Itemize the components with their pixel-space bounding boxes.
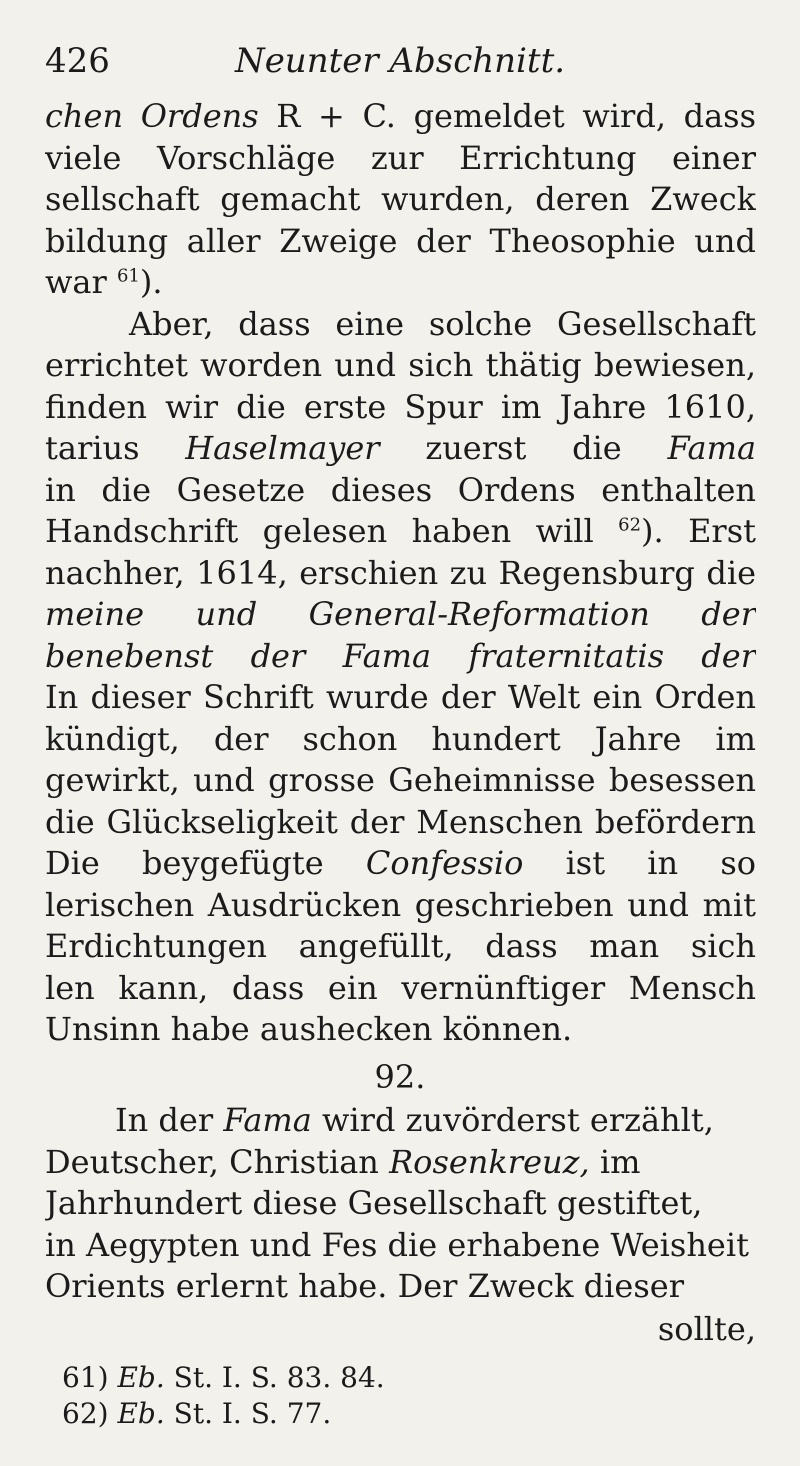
running-head: Neunter Abschnitt. xyxy=(234,41,566,81)
text-span: nachher, 1614, erschien zu Regensburg die xyxy=(45,553,756,592)
text-span: In der xyxy=(115,1101,224,1139)
text-line xyxy=(45,553,756,595)
text-line: gewirkt, und grosse Geheimnisse besessen xyxy=(45,761,756,799)
text-line: Erdichtungen angefüllt, dass man sich xyxy=(45,927,756,965)
section-number: 92. xyxy=(374,1058,426,1096)
text-line: in Aegypten und Fes die erhabene Weisheit xyxy=(45,1225,749,1264)
text-span: Die beygefügte xyxy=(45,844,366,882)
text-span: R + C. gemeldet wird, dass xyxy=(276,97,756,135)
footnote-text: St. I. S. 83. 84. xyxy=(173,1361,385,1394)
text-line: len kann, dass ein vernünftiger Mensch xyxy=(45,968,756,1007)
footnote-ref: 61 xyxy=(116,265,140,287)
italic-text: Fama xyxy=(667,429,756,467)
italic-text: benebenst der Fama fraternitatis der xyxy=(45,636,756,675)
text-line xyxy=(45,843,756,885)
text-line: in die Gesetze dieses Ordens enthalten xyxy=(45,470,756,509)
text-line xyxy=(45,594,756,636)
text-span: ist in so xyxy=(565,844,756,882)
footnote-text: St. I. S. 77. xyxy=(173,1397,332,1430)
text-line: In dieser Schrift wurde der Welt ein Orden xyxy=(45,678,756,716)
text-span: ). xyxy=(139,263,163,301)
italic-text: Rosenkreuz, xyxy=(389,1142,590,1181)
page-header xyxy=(45,36,755,86)
text-line: Unsinn habe aushecken können. xyxy=(45,1010,573,1048)
footnote xyxy=(62,1396,385,1432)
text-line xyxy=(45,636,756,678)
text-span: Deutscher, Christian xyxy=(45,1142,390,1181)
text-line: kündigt, der schon hundert Jahre im xyxy=(45,719,756,758)
text-line: bildung aller Zweige der Theosophie und xyxy=(45,221,756,260)
footnote-ref: 62 xyxy=(618,514,642,536)
footnote-source: Eb. xyxy=(117,1361,165,1394)
text-line: Jahrhundert diese Gesellschaft gestiftet, xyxy=(45,1184,703,1222)
text-line: finden wir die erste Spur im Jahre 1610, xyxy=(45,387,756,426)
text-span: war xyxy=(45,263,107,301)
text-line xyxy=(45,262,756,304)
text-line xyxy=(45,1142,756,1184)
text-line: sellschaft gemacht wurden, deren Zweck xyxy=(45,180,756,218)
text-span: Handschrift gelesen haben will xyxy=(45,512,594,550)
catchword: sollte, xyxy=(657,1310,756,1348)
text-line: die Glückseligkeit der Menschen befördern xyxy=(45,802,756,841)
footnote xyxy=(62,1360,385,1396)
italic-text: meine und General-Reformation der xyxy=(45,595,756,633)
text-span: zuerst die xyxy=(379,429,668,467)
text-line: Aber, dass eine solche Gesellschaft xyxy=(129,304,756,343)
text-line: viele Vorschläge zur Errichtung einer xyxy=(45,138,756,177)
italic-text: Haselmayer xyxy=(185,429,380,467)
page-number: 426 xyxy=(45,41,110,81)
italic-text: chen Ordens xyxy=(45,97,259,135)
text-span: ). Erst xyxy=(641,512,756,550)
footnote-source: Eb. xyxy=(117,1397,165,1430)
text-span: wird zuvörderst erzählt, xyxy=(322,1101,714,1139)
paragraph-text xyxy=(45,1100,756,1308)
text-line: lerischen Ausdrücken geschrieben und mit xyxy=(45,885,756,924)
main-text xyxy=(45,96,756,1051)
text-span: tarius xyxy=(45,429,186,467)
text-line: errichtet worden und sich thätig bewiesen, xyxy=(45,346,756,384)
footnote-label: 62) xyxy=(62,1397,109,1430)
text-line xyxy=(45,1100,756,1142)
text-span: im xyxy=(599,1142,641,1181)
italic-text: Fama xyxy=(223,1101,312,1139)
text-line xyxy=(45,96,756,138)
footnotes xyxy=(62,1360,385,1432)
footnote-label: 61) xyxy=(62,1361,109,1394)
text-line: Orients erlernt habe. Der Zweck dieser xyxy=(45,1267,684,1305)
text-line xyxy=(45,511,756,553)
italic-text: Confessio xyxy=(365,844,524,882)
text-line xyxy=(45,428,756,470)
